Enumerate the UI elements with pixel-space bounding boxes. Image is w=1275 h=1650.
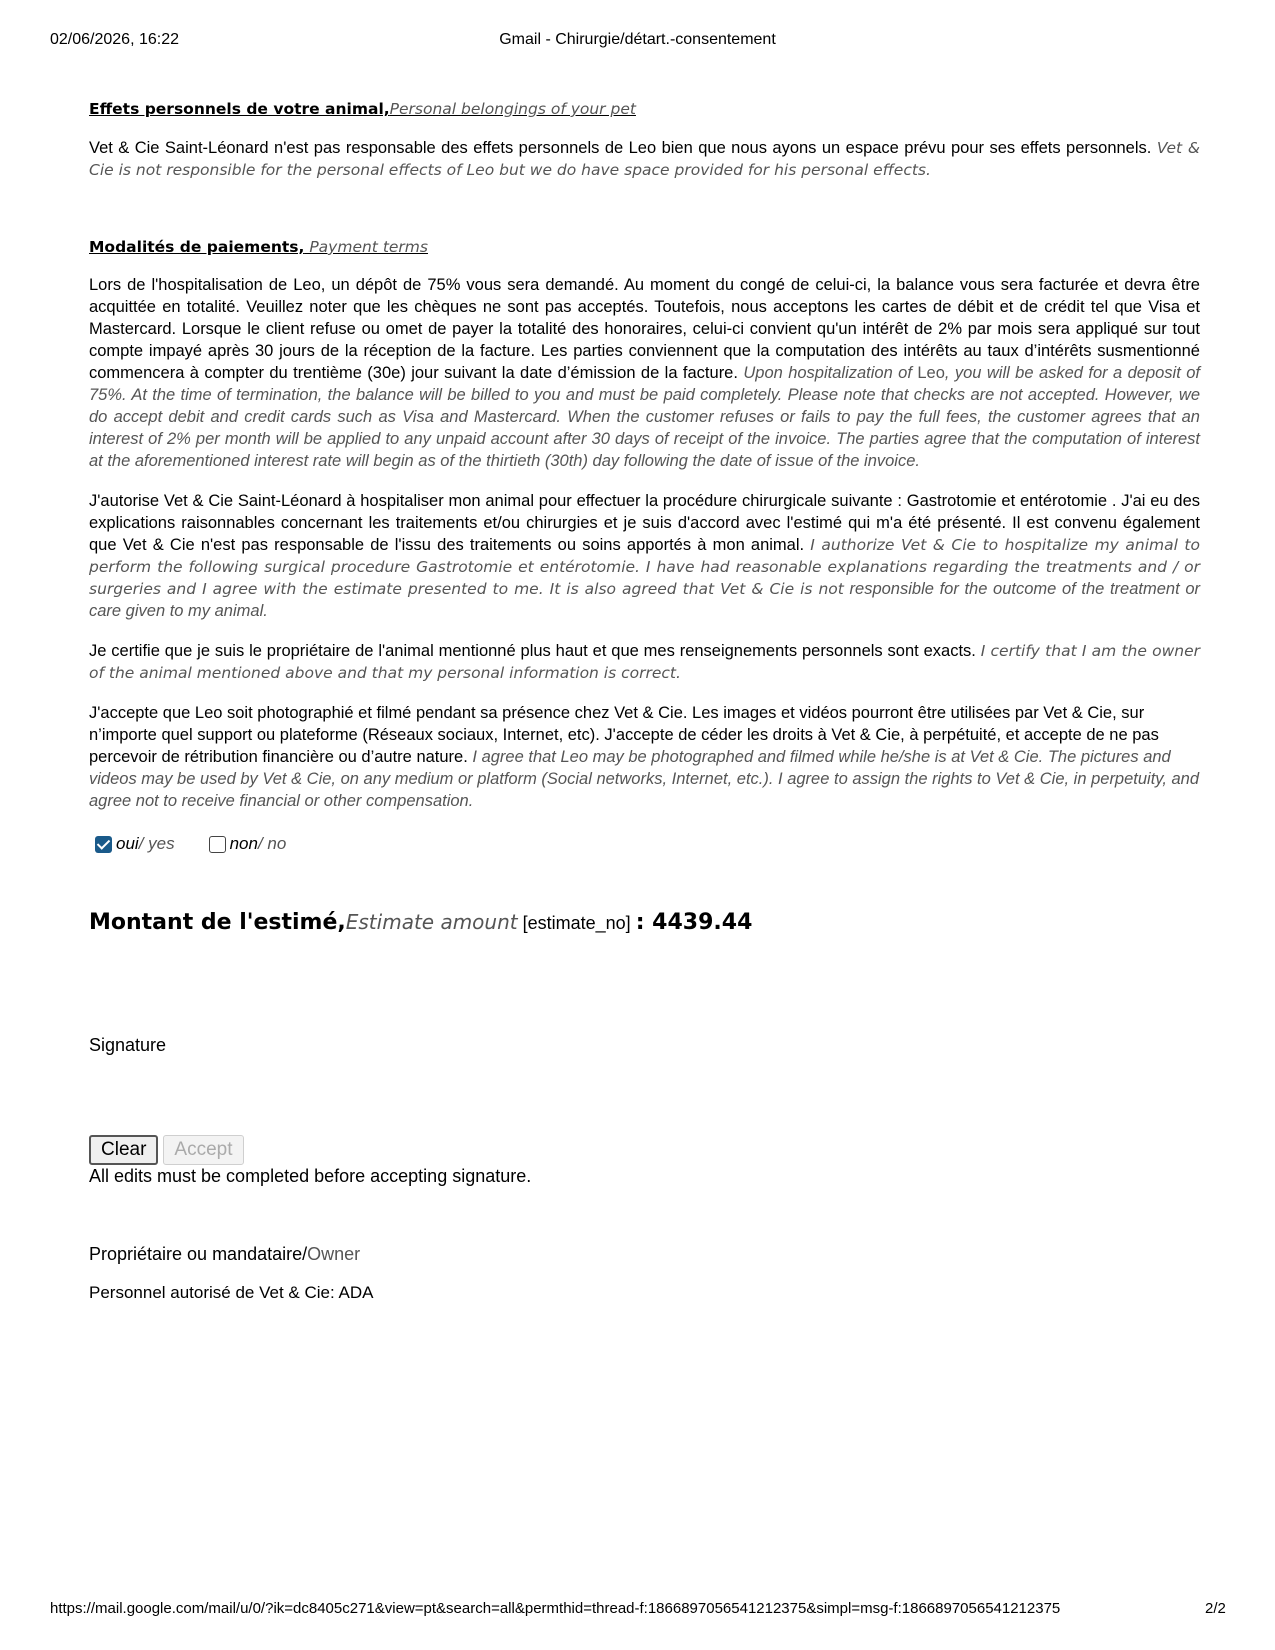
media-consent-options: [89, 834, 1200, 854]
print-url: https://mail.google.com/mail/u/0/?ik=dc8405c271&view=pt&search=all&permthid=thread-f:1866897056541212375&simpl=msg-f:1866897056541212375: [50, 1600, 1061, 1617]
consent-yes-label-fr: oui: [116, 834, 139, 853]
belongings-text-en: Vet & Cie is not responsible for the personal effects of Leo but we do have space provided for his personal effects.: [89, 139, 1200, 179]
estimate-amount-line: [89, 910, 1200, 935]
payment-heading-en: Payment terms: [304, 238, 428, 256]
consent-yes-option[interactable]: [95, 834, 175, 854]
payment-text-en-name: Leo: [917, 364, 945, 382]
ownership-text-fr: Je certifie que je suis le propriétaire de l'animal mentionné plus haut et que mes renseignements personnels sont exacts.: [89, 642, 976, 660]
payment-text-fr: Lors de l'hospitalisation de Leo, un dépôt de 75% vous sera demandé. Au moment du congé de celui-ci, la balance vous sera facturée et devra être acquittée en totalité. Veuillez noter que les chèques ne sont pas acceptés. Toutefois, nous acceptons les cartes de débit et de crédit tel que Visa et Mastercard. Lorsque le client refuse ou omet de payer la totalité des honoraires, celui-ci convient qu'un intérêt de 2% par mois sera appliqué sur tout compte impayé après 30 jours de la réception de la facture. Les parties conviennent que la computation des intérêts au taux d’intérêts susmentionné commencera à compter du trentième (30e) jour suivant la date d’émission de la facture.: [89, 276, 1200, 382]
estimate-amount: 4439.44: [652, 910, 753, 935]
estimate-separator: :: [635, 910, 653, 935]
authorization-text-fr: J'autorise Vet & Cie Saint-Léonard à hospitaliser mon animal pour effectuer la procédure chirurgicale suivante : Gastrotomie et entérotomie . J'ai eu des explications raisonnables concernant les traitements et/ou chirurgies et je suis d'accord avec l'estimé qui m'a été présenté. Il est convenu également que Vet & Cie n'est pas responsable de l'issu des traitements ou soins apportés à mon animal.: [89, 492, 1200, 554]
consent-yes-checkbox[interactable]: [95, 836, 112, 853]
owner-label-en: Owner: [307, 1244, 361, 1264]
media-text-fr: J'accepte que Leo soit photographié et filmé pendant sa présence chez Vet & Cie. Les images et vidéos pourront être utilisées par Vet & Cie, sur n’importe quel support ou plateforme (Réseaux sociaux, Internet, etc). J'accepte de céder les droits à Vet & Cie, à perpétuité, et accepte de ne pas percevoir de rétribution financière ou d’autre nature.: [89, 704, 1159, 766]
accept-signature-button[interactable]: Accept: [163, 1135, 243, 1165]
payment-text-en-rest: , you will be asked for a deposit of 75%. At the time of termination, the balance will be billed to you and must be paid completely. Please note that checks are not accepted. However, we do accept debit and credit cards such as Visa and Mastercard. When the customer refuses or fails to pay the full fees, the customer agrees that an interest of 2% per month will be applied to any unpaid account after 30 days of receipt of the invoice. The parties agree that the computation of interest at the aforementioned interest rate will begin as of the thirtieth (30th) day following the date of issue of the invoice.: [89, 364, 1200, 470]
payment-heading: [89, 238, 1200, 256]
consent-no-label-fr: non: [229, 834, 258, 853]
consent-no-option[interactable]: [209, 834, 287, 854]
payment-paragraph: [89, 274, 1200, 472]
media-paragraph: [89, 702, 1200, 812]
print-page-number: 2/2: [1205, 1600, 1226, 1617]
ownership-paragraph: [89, 640, 1200, 684]
estimate-label-fr: Montant de l'estimé,: [89, 910, 346, 935]
print-page-title: Gmail - Chirurgie/détart.-consentement: [499, 31, 776, 48]
print-datetime: 02/06/2026, 16:22: [50, 31, 180, 48]
belongings-heading-en: Personal belongings of your pet: [389, 100, 636, 118]
consent-form: [89, 100, 1200, 1303]
estimate-label-en: Estimate amount: [345, 910, 518, 934]
signature-buttons: [89, 1135, 1200, 1165]
authorization-text-en: I authorize Vet & Cie to hospitalize my animal to perform the following surgical procedure Gastrotomie et entérotomie. I have had reasonable explanations regarding the treatments and / or surgeries and I agree with the estimate presented to me. It is also agreed that Vet & Cie is not: [89, 536, 1200, 598]
estimate-token: [estimate_no]: [517, 913, 636, 933]
signature-note: All edits must be completed before accepting signature.: [89, 1166, 532, 1186]
payment-text-en-start: Upon hospitalization of: [743, 364, 912, 382]
authorization-text-en-end: responsible for the outcome of the treatment or care given to my animal.: [89, 580, 1200, 620]
ownership-text-en: I certify that I am the owner of the animal mentioned above and that my personal information is correct.: [89, 642, 1200, 682]
belongings-heading-fr: Effets personnels de votre animal,: [89, 100, 390, 118]
consent-no-label-en: / no: [257, 834, 287, 853]
payment-heading-fr: Modalités de paiements,: [89, 238, 305, 256]
belongings-paragraph: [89, 137, 1200, 181]
belongings-heading: [89, 100, 1200, 118]
owner-label-fr: Propriétaire ou mandataire/: [89, 1244, 308, 1264]
signature-label: Signature: [89, 1035, 167, 1055]
media-text-en: I agree that Leo may be photographed and filmed while he/she is at Vet & Cie. The pictures and videos may be used by Vet & Cie, on any medium or platform (Social networks, Internet, etc.). I agree to assign the rights to Vet & Cie, in perpetuity, and agree not to receive financial or other compensation.: [89, 748, 1200, 810]
owner-label: [89, 1244, 1200, 1265]
consent-yes-label-en: / yes: [138, 834, 175, 853]
authorized-staff: Personnel autorisé de Vet & Cie: ADA: [89, 1283, 374, 1302]
belongings-text-fr: Vet & Cie Saint-Léonard n'est pas responsable des effets personnels de Leo bien que nous ayons un espace prévu pour ses effets personnels.: [89, 139, 1152, 157]
authorization-paragraph: [89, 490, 1200, 622]
consent-no-checkbox[interactable]: [209, 836, 226, 853]
clear-signature-button[interactable]: Clear: [89, 1135, 158, 1165]
